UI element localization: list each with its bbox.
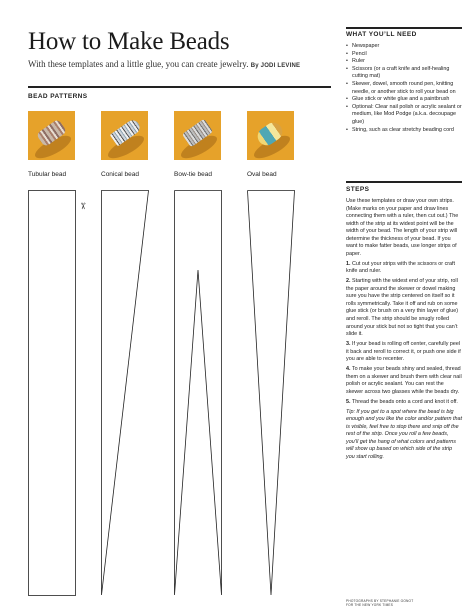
needs-heading: WHAT YOU’LL NEED — [346, 31, 417, 38]
step-text: To make your beads shiny and sealed, thread them on a skewer and brush them with clear nail polish or acrylic sealant. You can rest the skewer across two glasses while the beads dry. — [346, 366, 462, 395]
bow-tie-strip-template[interactable] — [175, 191, 222, 596]
credit-line-2: FOR THE NEW YORK TIMES — [346, 603, 394, 608]
step-item — [346, 341, 462, 364]
step-item — [346, 261, 462, 276]
list-item: • Glue stick or white glue and a paintbrush — [346, 96, 462, 104]
steps-intro: Use these templates or draw your own strips. (Make marks on your paper and draw lines connecting them with a ruler, then cut out.) The width of the strip at its widest point will be the width of your bead. The length of your strip will determine the thickness of your bead. If you want to make fatter beads, use longer strips of paper. — [346, 198, 459, 257]
bead-patterns-heading: BEAD PATTERNS — [28, 93, 88, 100]
step-item — [346, 278, 462, 338]
list-item: • String, such as clear stretchy beading cord — [346, 127, 462, 135]
needs-top-rule — [346, 27, 462, 29]
list-item: • Ruler — [346, 58, 462, 66]
step-number: 3. — [346, 341, 351, 348]
tubular-strip-template[interactable] — [29, 191, 76, 596]
step-text: If your bead is rolling off center, carefully peel it back and reroll to correct it, or push one side if you are able to recenter. — [346, 341, 461, 363]
scissors-icon: ✂ — [76, 202, 87, 210]
steps-top-rule — [346, 181, 462, 183]
tip-text: Tip: If you get to a spot where the bead is big enough and you like the color and/or pattern that is visible, feel free to stop there and snip off the rest of the strip. Once you roll a few beads, you’ll get the hang of what colors and patterns will show up based on which side of the strip you start rolling. — [346, 408, 462, 460]
page-title: How to Make Beads — [28, 28, 230, 55]
list-item: • Scissors (or a craft knife and self-healing cutting mat) — [346, 66, 462, 81]
step-number: 5. — [346, 398, 351, 405]
byline: By JODI LEVINE — [250, 63, 301, 69]
subtitle-text: With these templates and a little glue, you can create jewelry. — [28, 59, 249, 69]
list-item: • Newspaper — [346, 43, 462, 51]
step-text: Thread the beads onto a cord and knot it off. — [351, 398, 458, 405]
bow-tie-bead-label: Bow-tie bead — [174, 171, 212, 178]
credit-line-1: PHOTOGRAPHS BY STEPHANIE GONOT — [346, 599, 414, 603]
step-item — [346, 399, 462, 407]
list-item: • Optional: Clear nail polish or acrylic sealant or medium, like Mod Podge (a.k.a. decoupage glue) — [346, 104, 462, 127]
photo-credit — [346, 599, 462, 607]
oval-strip-template[interactable] — [248, 191, 295, 596]
list-item: • Pencil — [346, 51, 462, 59]
step-text: Starting with the widest end of your strip, roll the paper around the skewer or dowel making sure you have the strip centered on itself so it rolls symmetrically. Take it off and rub on some glue stick (or brush on a very thin layer of glue) and reroll. The strip should be snugly rolled around your stick but not so tight that you can’t slide it. — [346, 278, 459, 338]
steps-body — [346, 198, 462, 464]
steps-heading: STEPS — [346, 186, 370, 193]
oval-bead-label: Oval bead — [247, 171, 277, 178]
step-number: 1. — [346, 260, 351, 267]
list-item: • Skewer, dowel, smooth round pen, knitting needle, or another stick to roll your bead on — [346, 81, 462, 96]
needs-list — [346, 43, 462, 134]
step-number: 2. — [346, 278, 351, 285]
step-text: Cut out your strips with the scissors or craft knife and ruler. — [346, 260, 456, 275]
step-item — [346, 366, 462, 396]
conical-bead-label: Conical bead — [101, 171, 139, 178]
step-number: 4. — [346, 366, 351, 373]
conical-strip-template[interactable] — [102, 191, 149, 596]
tubular-bead-label: Tubular bead — [28, 171, 67, 178]
